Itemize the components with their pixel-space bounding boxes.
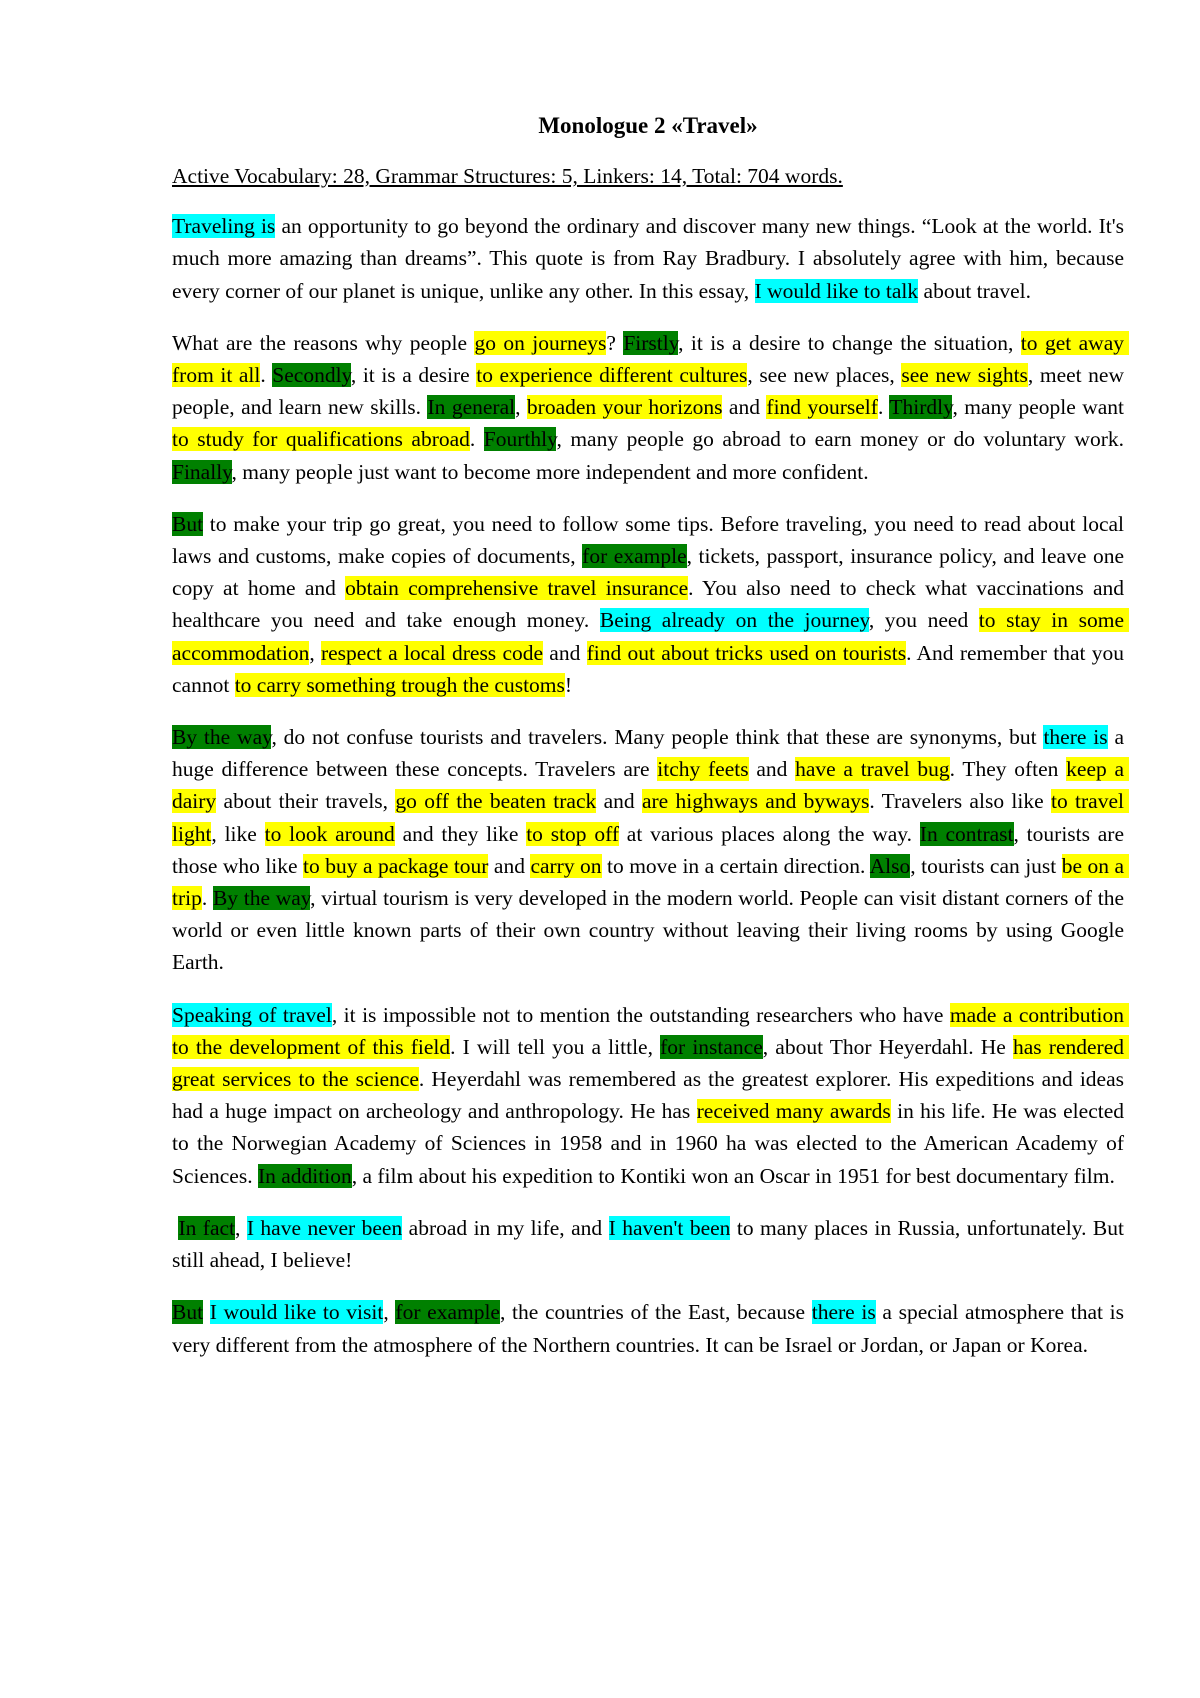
body-text: , tourists are those who like — [172, 821, 1130, 878]
linker-highlight: But — [172, 1300, 204, 1325]
body-text: , you need — [868, 608, 979, 633]
linker-highlight: Also — [869, 853, 911, 878]
body-text: , — [235, 1215, 247, 1240]
linker-highlight: In addition — [257, 1163, 352, 1188]
vocab-highlight: respect a local dress code — [320, 640, 544, 665]
linker-highlight: But — [172, 511, 204, 536]
body-text: and — [722, 395, 767, 420]
body-text: , — [383, 1300, 396, 1325]
grammar-highlight: Traveling is — [172, 214, 276, 239]
body-text: , virtual tourism is very developed in the modern world. People can visit distant corners of the world or even little known parts of their own country without leaving their living rooms by using Google Earth. — [172, 886, 1130, 975]
vocab-highlight: obtain comprehensive travel insurance — [345, 576, 689, 601]
body-text: . — [469, 427, 484, 452]
body-text: , — [309, 640, 321, 665]
body-text: , do not confuse tourists and travelers. Many people think that these are synonyms, but — [271, 725, 1044, 750]
body-text: . — [877, 395, 890, 420]
vocab-highlight: made a contribution to the development of this field — [172, 1002, 1130, 1059]
body-text: , it is impossible not to mention the outstanding researchers who have — [331, 1002, 950, 1027]
vocab-highlight: to experience different cultures — [476, 363, 748, 388]
linker-highlight: Thirdly — [889, 395, 953, 420]
linker-highlight: Finally — [172, 459, 232, 484]
body-text: a special atmosphere that is very different from the atmosphere of the Northern countries. It can be Israel or Jordan, or Japan or Korea. — [172, 1300, 1130, 1357]
body-text: about travel. — [918, 278, 1031, 303]
grammar-highlight: I have never been — [246, 1215, 403, 1240]
vocab-highlight: be on a trip — [172, 853, 1130, 911]
body-text: . Travelers also like — [869, 789, 1051, 814]
vocab-highlight: to study for qualifications abroad — [172, 427, 470, 452]
vocab-highlight: to get away from it all — [172, 330, 1130, 388]
paragraph — [172, 327, 1130, 488]
body-text: and — [488, 853, 531, 878]
vocab-highlight: are highways and byways — [641, 789, 870, 814]
linker-highlight: In general — [427, 395, 516, 420]
linker-highlight: for example — [395, 1300, 500, 1325]
grammar-highlight: I would like to visit — [209, 1300, 384, 1325]
linker-highlight: By the way — [212, 886, 311, 911]
body-text: to many places in Russia, unfortunately. But still ahead, I believe! — [172, 1215, 1130, 1273]
body-text: . I will tell you a little, — [450, 1034, 661, 1059]
paragraph — [172, 210, 1130, 307]
document-subtitle: Active Vocabulary: 28, Grammar Structures: 5, Linkers: 14, Total: 704 words. — [172, 164, 843, 188]
body-text: ! — [564, 672, 573, 697]
linker-highlight: for instance — [660, 1034, 763, 1059]
body-text: , the countries of the East, because — [499, 1300, 812, 1325]
vocab-highlight: go off the beaten track — [395, 789, 597, 814]
document-body — [172, 210, 1130, 1361]
linker-highlight: In contrast — [919, 821, 1014, 846]
grammar-highlight: there is — [811, 1300, 876, 1325]
body-text: an opportunity to go beyond the ordinary and discover many new things. “Look at the world. It's much more amazing than dreams”. This quote is from Ray Bradbury. I absolutely agree with him, because every corner of our planet is unique, unlike any other. In this essay, — [172, 214, 1130, 303]
body-text: . They often — [949, 757, 1067, 782]
vocab-highlight: to buy a package tour — [303, 853, 489, 878]
body-text: , many people want — [952, 395, 1130, 420]
body-text: in his life. He was elected to the Norwegian Academy of Sciences in 1958 and in 1960 ha was elected to the American Academy of Sciences. — [172, 1099, 1130, 1188]
document-page — [172, 110, 1130, 1381]
body-text: , like — [211, 821, 265, 846]
vocab-highlight: find yourself — [766, 395, 878, 420]
grammar-highlight: I would like to talk — [754, 278, 919, 303]
linker-highlight: for example — [582, 544, 687, 569]
vocab-highlight: carry on — [530, 853, 602, 878]
vocab-highlight: to stop off — [526, 821, 619, 846]
paragraph — [172, 1296, 1130, 1360]
vocab-highlight: to look around — [264, 821, 395, 846]
body-text: . And remember that you cannot — [172, 640, 1130, 697]
body-text: , it is a desire to change the situation, — [678, 330, 1021, 355]
body-text: and they like — [394, 821, 527, 846]
body-text: , tourists can just — [910, 853, 1062, 878]
vocab-highlight: to stay in some accommodation — [172, 608, 1130, 665]
body-text: , — [515, 395, 527, 420]
vocab-highlight: to carry something trough the customs — [234, 672, 565, 697]
body-text: at various places along the way. — [619, 821, 920, 846]
linker-highlight: Fourthly — [483, 427, 557, 452]
vocab-highlight: go on journeys — [474, 330, 607, 355]
body-text: and — [748, 757, 796, 782]
paragraph — [172, 999, 1130, 1192]
linker-highlight: By the way — [172, 725, 272, 750]
body-text: ? — [606, 330, 624, 355]
body-text: to make your trip go great, you need to follow some tips. Before traveling, you need to read about local laws and customs, make copies of documents, — [172, 511, 1130, 569]
paragraph — [172, 508, 1130, 701]
body-text: , it is a desire — [350, 363, 477, 388]
vocab-highlight: see new sights — [901, 363, 1028, 388]
vocab-highlight: has rendered great services to the science — [172, 1034, 1130, 1092]
vocab-highlight: have a travel bug — [795, 757, 950, 782]
body-text: abroad in my life, and — [402, 1215, 609, 1240]
body-text: , tickets, passport, insurance policy, and leave one copy at home and — [172, 544, 1130, 601]
body-text: . — [260, 363, 273, 388]
linker-highlight: Secondly — [272, 363, 351, 388]
vocab-highlight: itchy feets — [657, 757, 749, 782]
body-text: and — [543, 640, 587, 665]
paragraph — [172, 1212, 1130, 1276]
vocab-highlight: received many awards — [696, 1099, 891, 1124]
body-text: , about Thor Heyerdahl. He — [762, 1034, 1013, 1059]
body-text: and — [596, 789, 642, 814]
body-text: . — [201, 886, 213, 911]
body-text: about their travels, — [216, 789, 396, 814]
linker-highlight: Firstly — [623, 330, 679, 355]
grammar-highlight: there is — [1043, 725, 1108, 750]
linker-highlight: In fact — [178, 1215, 236, 1240]
grammar-highlight: Being already on the journey — [599, 608, 869, 633]
vocab-highlight: broaden your horizons — [526, 395, 723, 420]
grammar-highlight: Speaking of travel — [172, 1002, 332, 1027]
body-text — [203, 1300, 210, 1324]
body-text: a huge difference between these concepts. Travelers are — [172, 725, 1130, 782]
body-text: , see new places, — [747, 363, 902, 388]
body-text: , many people go abroad to earn money or do voluntary work. — [556, 427, 1130, 452]
body-text: , a film about his expedition to Kontiki won an Oscar in 1951 for best documentary film. — [351, 1163, 1115, 1188]
grammar-highlight: I haven't been — [608, 1215, 731, 1240]
body-text: , many people just want to become more independent and more confident. — [231, 459, 869, 484]
body-text: , meet new people, and learn new skills. — [172, 363, 1130, 420]
body-text: What are the reasons why people — [172, 330, 475, 355]
document-title: Monologue 2 «Travel» — [538, 113, 758, 138]
body-text: to move in a certain direction. — [601, 853, 870, 878]
vocab-highlight: to travel light — [172, 789, 1130, 846]
paragraph — [172, 721, 1130, 979]
vocab-highlight: find out about tricks used on tourists — [586, 640, 907, 665]
body-text: . You also need to check what vaccinations and healthcare you need and take enough money. — [172, 576, 1130, 633]
body-text: . Heyerdahl was remembered as the greatest explorer. His expeditions and ideas had a huge impact on archeology and anthropology. He has — [172, 1067, 1130, 1124]
vocab-highlight: keep a dairy — [172, 757, 1130, 814]
